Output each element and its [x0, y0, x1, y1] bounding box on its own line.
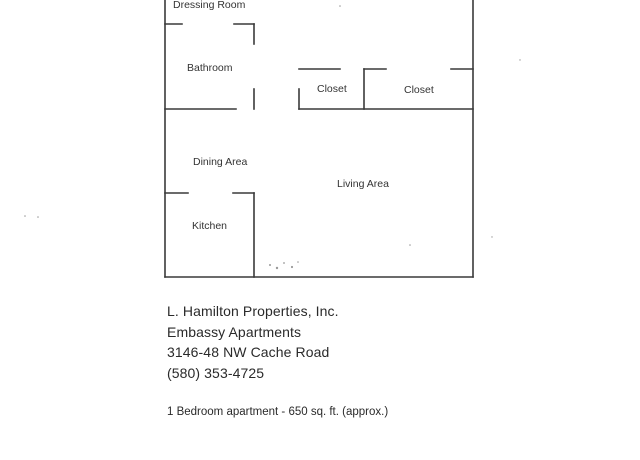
scan-speck: [409, 244, 411, 246]
scan-speck: [339, 5, 341, 7]
scan-speck: [276, 267, 278, 269]
scan-speck: [291, 266, 293, 268]
apartment-size-note: 1 Bedroom apartment - 650 sq. ft. (approx.): [167, 406, 389, 418]
contact-info: [167, 301, 339, 383]
room-label-dressing-room: Dressing Room: [173, 0, 246, 11]
room-label-closet-small: Closet: [317, 83, 347, 95]
room-label-living-area: Living Area: [337, 178, 389, 190]
scan-speck: [24, 215, 26, 217]
company-name: L. Hamilton Properties, Inc.: [167, 303, 339, 319]
scan-speck: [491, 236, 492, 237]
property-address: 3146-48 NW Cache Road: [167, 344, 330, 360]
phone-number: (580) 353-4725: [167, 364, 265, 381]
scan-speck: [297, 261, 299, 263]
room-label-closet-large: Closet: [404, 84, 434, 96]
room-label-kitchen: Kitchen: [192, 220, 228, 232]
property-name: Embassy Apartments: [167, 323, 302, 340]
scan-speck: [519, 59, 520, 60]
scan-speck: [37, 216, 39, 218]
scan-speck: [269, 264, 271, 266]
room-label-bathroom: Bathroom: [187, 62, 233, 74]
scan-speck: [283, 262, 285, 264]
room-label-dining-area: Dining Area: [193, 156, 248, 168]
